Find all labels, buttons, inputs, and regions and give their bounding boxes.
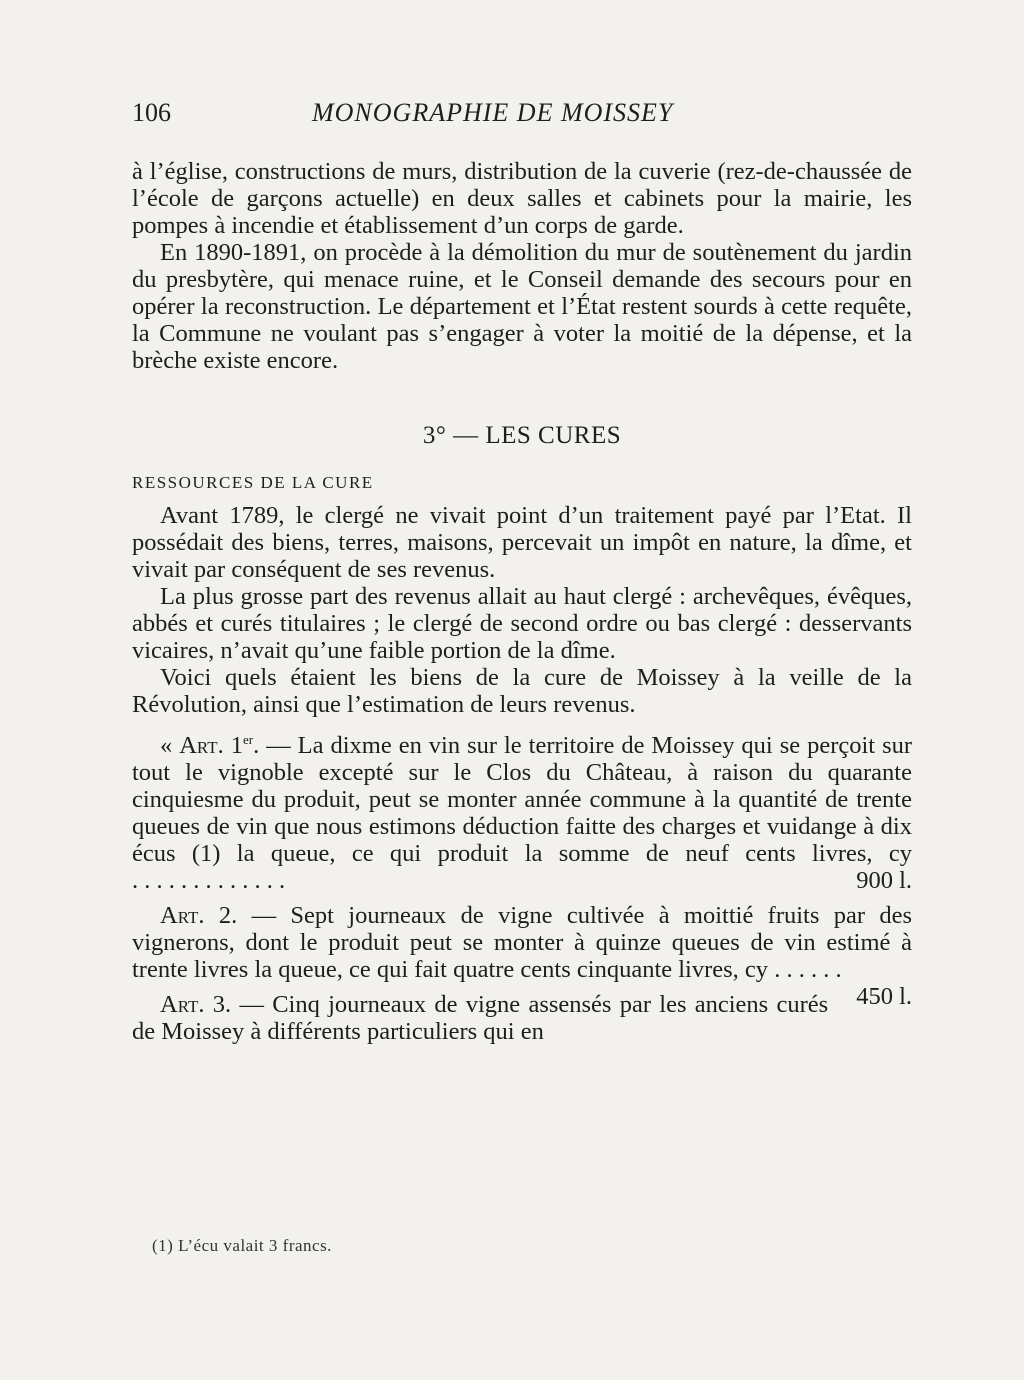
footnote: (1) L’écu valait 3 francs. bbox=[152, 1236, 332, 1255]
article-text: . — La dixme en vin sur le territoire de Moissey qui se perçoit sur tout le vignoble excepté sur le Clos du Château, à raison du quarante cinquiesme du produit, peut se monter année commune à la quantité de trente queues de vin que nous estimons déduction faitte des charges et vuidange à dix écus (1) la queue, ce qui produit la somme de neuf cents livres, cy bbox=[132, 732, 913, 868]
article-label: Art bbox=[160, 991, 199, 1019]
page-number: 106 bbox=[132, 98, 171, 127]
running-title: MONOGRAPHIE DE MOISSEY bbox=[312, 98, 674, 127]
superscript: er bbox=[243, 732, 254, 747]
article-text: . 3. — Cinq journeaux de vigne assensés par les anciens curés de Moissey à différents particuliers qui en bbox=[132, 991, 829, 1046]
article-label: Art bbox=[160, 902, 199, 930]
dot-leaders: . . . . . . . . . . . . . bbox=[132, 867, 286, 895]
article-number: . 1 bbox=[217, 732, 243, 760]
quote-mark: « bbox=[160, 732, 180, 760]
paragraph: Avant 1789, le clergé ne vivait point d’un traitement payé par l’Etat. Il possédait des biens, terres, maisons, percevait un impôt en nature, la dîme, et vivait par conséquent de ses revenus. bbox=[132, 502, 912, 583]
article-1 bbox=[132, 726, 912, 894]
paragraph: Voici quels étaient les biens de la cure de Moissey à la veille de la Révolution, ainsi que l’estimation de leurs revenus. bbox=[132, 664, 912, 718]
page-body bbox=[132, 158, 912, 1045]
section-title: 3° — LES CURES bbox=[422, 422, 622, 449]
article-text: . 2. — Sept journeaux de vigne cultivée à moittié fruits par des vignerons, dont le produit peut se monter à quinze queues de vin estimé à trente livres la queue, ce qui fait quatre cents cinquante livres, cy bbox=[132, 902, 912, 984]
subheading: RESSOURCES DE LA CURE bbox=[132, 473, 374, 492]
article-2 bbox=[132, 902, 912, 1011]
paragraph: à l’église, constructions de murs, distribution de la cuverie (rez-de-chaussée de l’école de garçons actuelle) en deux salles et cabinets pour la mairie, les pompes à incendie et établissement d’un corps de garde. bbox=[132, 158, 912, 239]
article-amount: 450 l. bbox=[856, 983, 912, 1011]
paragraph: En 1890-1891, on procède à la démolition du mur de soutènement du jardin du presbytère, qui menace ruine, et le Conseil demande des secours pour en opérer la reconstruction. Le département et l’État restent sourds à cette requête, la Commune ne voulant pas s’engager à voter la moitié de la dépense, et la brèche existe encore. bbox=[132, 239, 912, 374]
page-header bbox=[132, 98, 912, 132]
paragraph: La plus grosse part des revenus allait au haut clergé : archevêques, évêques, abbés et curés titulaires ; le clergé de second ordre ou bas clergé : desservants vicaires, n’avait qu’une faible portion de la dîme. bbox=[132, 583, 912, 664]
dot-leaders: . . . . . . bbox=[768, 956, 842, 984]
article-3 bbox=[132, 991, 912, 1045]
article-label: Art bbox=[179, 732, 218, 760]
article-amount: 900 l. bbox=[856, 867, 912, 895]
